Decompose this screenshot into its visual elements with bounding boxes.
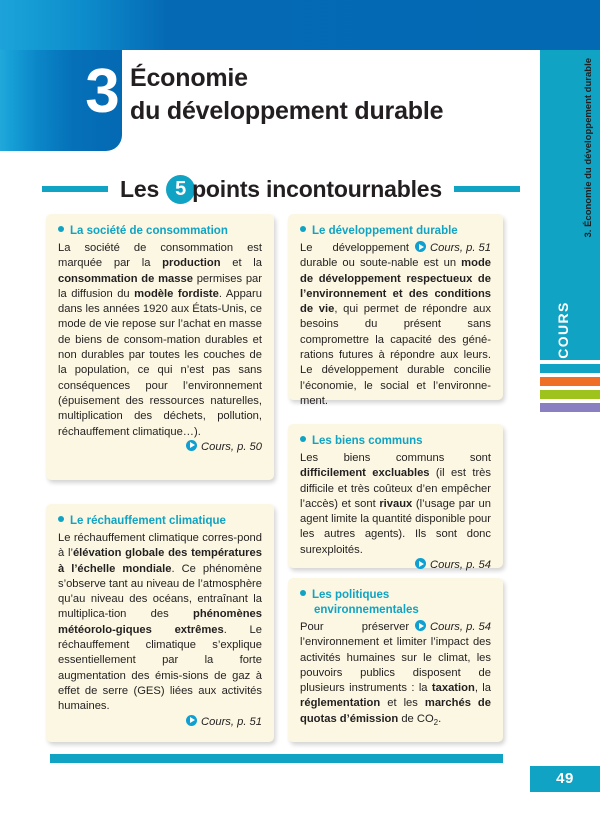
bullet-icon (58, 516, 64, 522)
note-body: Cours, p. 54 Pour préserver l’environnement et limiter l’impact des activités humaines sur le climat, les pouvoirs publics disposent de plusieurs instruments : la taxation, la réglementation et les marchés de quotas d’émission de $CO_2$. (300, 621, 491, 728)
header-band (0, 0, 600, 50)
note-title (300, 434, 491, 449)
chapter-number: 3 (85, 57, 119, 126)
course-reference-text: Cours, p. 50 (201, 440, 262, 453)
color-strip-3 (540, 390, 600, 399)
note-title-text: Le développement durable (312, 225, 458, 237)
note-title (58, 224, 262, 239)
course-reference-text: Cours, p. 51 (430, 242, 491, 254)
note-title (300, 224, 491, 239)
chapter-title-line1: Économie (130, 64, 248, 92)
note-title-text: Les politiques environnementales (312, 589, 419, 616)
section-heading (46, 172, 516, 206)
note-box-politiques-environnementales (288, 578, 503, 742)
bullet-icon (58, 226, 64, 232)
course-reference[interactable] (58, 440, 262, 455)
chapter-title-line2: du développement durable (130, 97, 444, 125)
play-circle-icon (415, 241, 426, 252)
color-strip-4 (540, 403, 600, 412)
color-strip-1 (540, 364, 600, 373)
play-circle-icon (415, 620, 426, 631)
header-band-right (522, 0, 600, 50)
note-title-text: La société de consommation (70, 225, 228, 237)
heading-suffix: points incontournables (192, 175, 442, 202)
points-count-badge: 5 (166, 175, 195, 204)
page-title (130, 62, 510, 128)
bullet-icon (300, 436, 306, 442)
note-box-rechauffement-climatique (46, 504, 274, 742)
side-chapter-label: 3. Économie du développement durable (583, 58, 594, 238)
course-reference[interactable] (58, 715, 262, 730)
side-section-label: COURS (555, 301, 571, 359)
course-reference-text: Cours, p. 54 (430, 621, 491, 633)
play-circle-icon (415, 558, 426, 569)
note-body: Le réchauffement climatique corres-pond à l’élévation globale des températures à l’échelle mondiale. Ce phénomène s’observe tant au niveau de l’atmosphère qu’au niveau des océans, entraînant la multiplica-tion des phénomènes météorolo-giques extrêmes. Le réchauffement climatique s’explique essentiellement par la forte augmentation des émis-sions de gaz à effet de serre (GES) liées aux activités humaines. (58, 532, 262, 713)
note-body: Cours, p. 51 Le développement durable ou soute-nable est un mode de développement respectueux de l’environnement et des conditions de vie, qui permet de répondre aux besoins du présent sans compromettre la capacité des géné-rations futures à répondre aux leurs. Le développement durable concilie l’économie, le social et l’environne-ment. (300, 242, 491, 407)
note-body: Les biens communs sont difficilement excluables (il est très difficile et très coûteux d’en empêcher l’accès) et sont rivaux (l’usage par un agent limite la quantité disponible pour les autres agents). Ils sont donc surexploités. (300, 452, 491, 556)
color-strips (540, 364, 600, 416)
bullet-icon (300, 590, 306, 596)
heading-prefix: Les (120, 175, 160, 202)
note-box-societe-consommation (46, 214, 274, 480)
course-reference[interactable] (300, 558, 491, 573)
page-number: 49 (530, 766, 600, 792)
course-reference-text: Cours, p. 54 (430, 559, 491, 572)
footer-rule (50, 754, 503, 763)
bullet-icon (300, 226, 306, 232)
play-circle-icon (186, 440, 197, 451)
course-reference-text: Cours, p. 51 (201, 715, 262, 728)
heading-rule-left (42, 186, 108, 192)
note-box-developpement-durable (288, 214, 503, 407)
course-reference[interactable] (415, 241, 491, 256)
note-body: La société de consommation est marquée par la production et la consommation de masse permises par la diffusion du modèle fordiste. Apparu dans les années 1920 aux États-Unis, ce mode de vie repose sur l’achat en masse de biens de consom-mation durables et non durables par toutes les couches de la population, ce qui n’est pas sans conséquences pour l’environnement (épuisement des ressources naturelles, multiplication des déchets, pollution, réchauffement climatique…). (58, 242, 262, 438)
note-title (58, 514, 262, 529)
heading-rule-right (454, 186, 520, 192)
course-reference[interactable] (415, 620, 491, 635)
heading-text (120, 175, 442, 204)
note-title-text: Le réchauffement climatique (70, 515, 226, 527)
note-title (300, 588, 491, 618)
note-box-biens-communs (288, 424, 503, 572)
note-title-text: Les biens communs (312, 435, 423, 447)
play-circle-icon (186, 715, 197, 726)
color-strip-2 (540, 377, 600, 386)
